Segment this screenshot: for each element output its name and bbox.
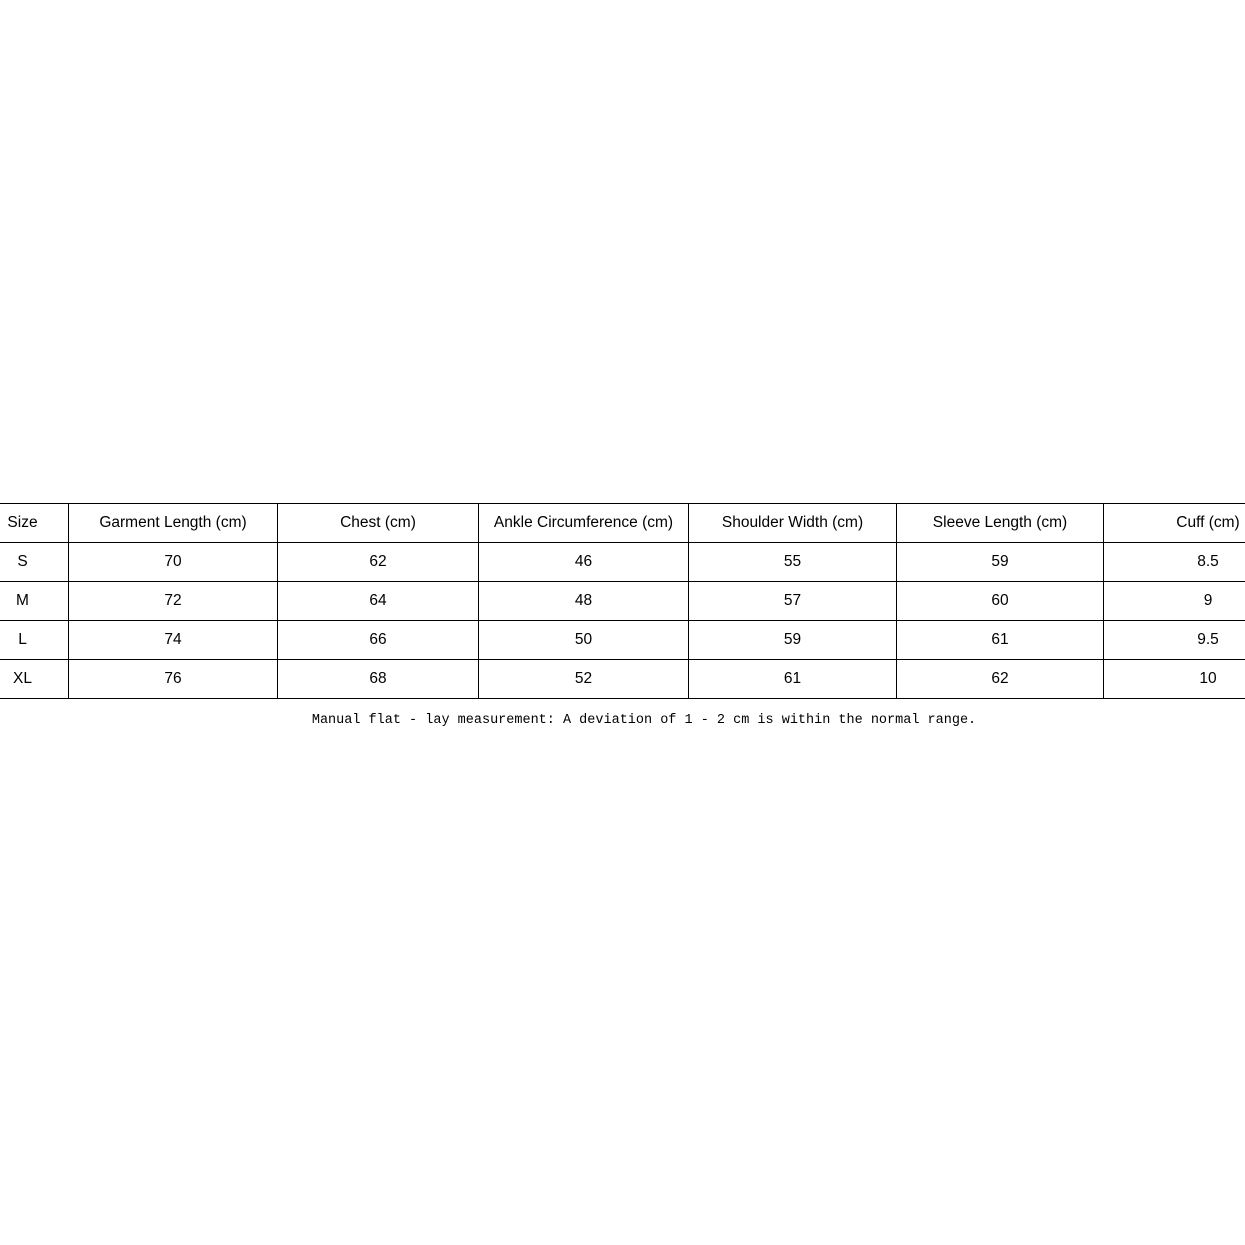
cell-chest: 62 [278,543,479,582]
col-header-chest: Chest (cm) [278,504,479,543]
col-header-garment-length: Garment Length (cm) [69,504,278,543]
table-row-m [0,582,1245,621]
cell-garment-length: 72 [69,582,278,621]
cell-garment-length: 70 [69,543,278,582]
cell-cuff: 10 [1104,660,1245,699]
cell-ankle-circumference: 46 [479,543,689,582]
cell-sleeve-length: 60 [897,582,1104,621]
table-row-xl [0,660,1245,699]
cell-shoulder-width: 59 [689,621,897,660]
cell-sleeve-length: 59 [897,543,1104,582]
col-header-shoulder-width: Shoulder Width (cm) [689,504,897,543]
cell-ankle-circumference: 52 [479,660,689,699]
table-header-row [0,504,1245,543]
cell-ankle-circumference: 48 [479,582,689,621]
cell-shoulder-width: 55 [689,543,897,582]
cell-size-label: XL [0,660,69,699]
col-header-sleeve-length: Sleeve Length (cm) [897,504,1104,543]
size-chart-container [0,503,1245,729]
cell-shoulder-width: 57 [689,582,897,621]
col-header-size: Size [0,504,69,543]
cell-chest: 68 [278,660,479,699]
col-header-cuff: Cuff (cm) [1104,504,1245,543]
cell-size-label: M [0,582,69,621]
cell-garment-length: 76 [69,660,278,699]
measurement-note: Manual flat - lay measurement: A deviation of 1 - 2 cm is within the normal range. [311,713,977,728]
cell-sleeve-length: 61 [897,621,1104,660]
cell-ankle-circumference: 50 [479,621,689,660]
cell-cuff: 8.5 [1104,543,1245,582]
table-row-l [0,621,1245,660]
cell-chest: 64 [278,582,479,621]
cell-garment-length: 74 [69,621,278,660]
cell-cuff: 9.5 [1104,621,1245,660]
size-chart-table [0,503,1245,699]
cell-chest: 66 [278,621,479,660]
cell-shoulder-width: 61 [689,660,897,699]
cell-cuff: 9 [1104,582,1245,621]
cell-size-label: S [0,543,69,582]
table-row-s [0,543,1245,582]
cell-size-label: L [0,621,69,660]
col-header-ankle-circumference: Ankle Circumference (cm) [479,504,689,543]
cell-sleeve-length: 62 [897,660,1104,699]
